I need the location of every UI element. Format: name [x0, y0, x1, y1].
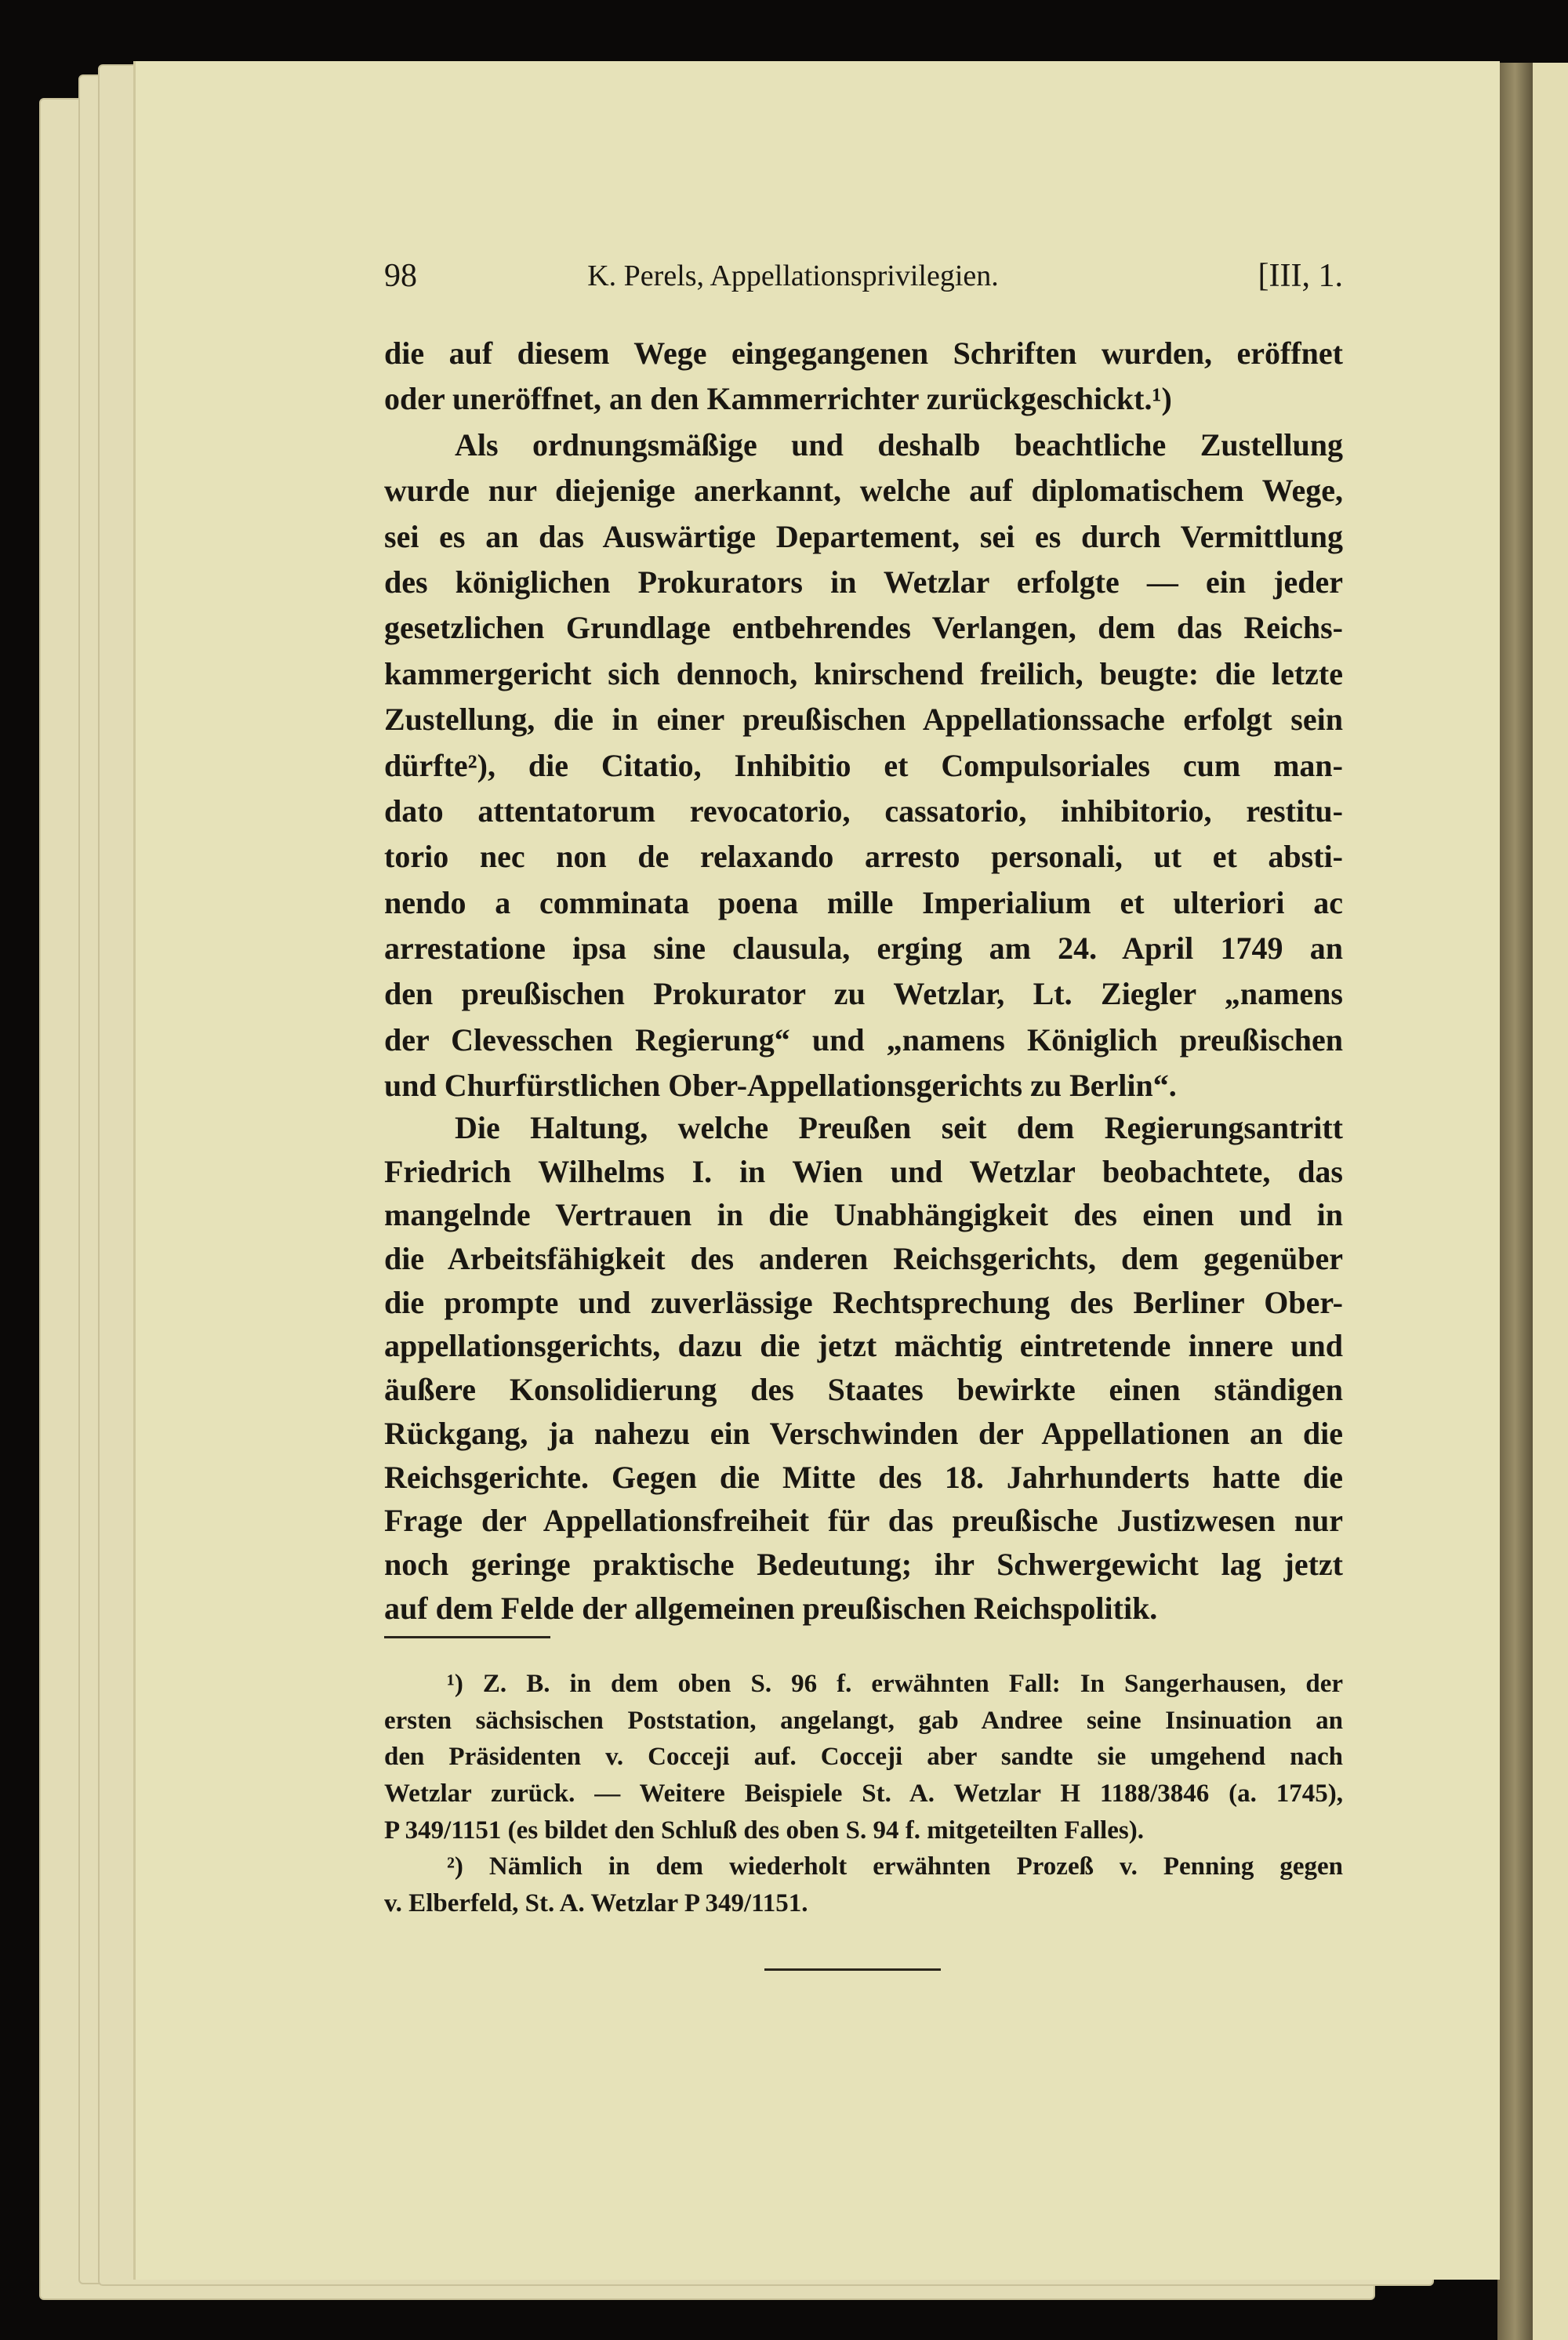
footnote-line: v. Elberfeld, St. A. Wetzlar P 349/1151. [384, 1889, 808, 1918]
page-gutter-shadow [1497, 63, 1533, 2340]
footnote-line: Wetzlar zurück. — Weitere Beispiele St. A. Wetzlar H 1188/3846 (a. 1745), [384, 1779, 1343, 1809]
text-line: kammergericht sich dennoch, knirschend freilich, beugte: die letzte [384, 655, 1343, 691]
text-line: Friedrich Wilhelms I. in Wien und Wetzlar beobachtete, das [384, 1153, 1343, 1189]
footnote-divider [384, 1636, 550, 1638]
text-line: Die Haltung, welche Preußen seit dem Regierungsantritt [455, 1110, 1343, 1145]
text-line: torio nec non de relaxando arresto personali, ut et absti- [384, 839, 1343, 875]
body-paragraph-2 [384, 1106, 1343, 1630]
text-line: mangelnde Vertrauen in die Unabhängigkeit des einen und in [384, 1197, 1343, 1233]
text-line: sei es an das Auswärtige Departement, sei es durch Vermittlung [384, 518, 1343, 554]
text-line: Frage der Appellationsfreiheit für das preußische Justizwesen nur [384, 1503, 1343, 1539]
footnote-line: ¹) Z. B. in dem oben S. 96 f. erwähnten Fall: In Sangerhausen, der [447, 1670, 1343, 1698]
page-end-rule [764, 1968, 941, 1971]
text-line: die prompte und zuverlässige Rechtsprechung des Berliner Ober- [384, 1284, 1343, 1320]
text-line: äußere Konsolidierung des Staates bewirkte einen ständigen [384, 1372, 1343, 1408]
text-line: dato attentatorum revocatorio, cassatorio, inhibitorio, restitu- [384, 793, 1343, 829]
footnote-line: den Präsidenten v. Cocceji auf. Cocceji aber sandte sie umgehend nach [384, 1743, 1343, 1772]
text-line: Als ordnungsmäßige und deshalb beachtliche Zustellung [455, 426, 1343, 463]
footnote-line: ersten sächsischen Poststation, angelangt, gab Andree seine Insinuation an [384, 1706, 1343, 1735]
text-line: und Churfürstlichen Ober-Appellationsgerichts zu Berlin“. [384, 1068, 1177, 1104]
text-line: dürfte²), die Citatio, Inhibitio et Compulsoriales cum man- [384, 747, 1343, 783]
running-title: K. Perels, Appellationsprivilegien. [587, 259, 999, 292]
text-line: nendo a comminata poena mille Imperialium et ulteriori ac [384, 884, 1343, 920]
footnote-line: P 349/1151 (es bildet den Schluß des oben S. 94 f. mitgeteilten Falles). [384, 1816, 1144, 1845]
text-line: arrestatione ipsa sine clausula, erging am 24. April 1749 an [384, 931, 1343, 967]
text-line: gesetzlichen Grundlage entbehrendes Verlangen, dem das Reichs- [384, 610, 1343, 646]
text-line: die Arbeitsfähigkeit des anderen Reichsgerichts, dem gegenüber [384, 1241, 1343, 1277]
text-line: Rückgang, ja nahezu ein Verschwinden der Appellationen an die [384, 1415, 1343, 1451]
text-line: noch geringe praktische Bedeutung; ihr Schwergewicht lag jetzt [384, 1546, 1343, 1582]
text-line: den preußischen Prokurator zu Wetzlar, Lt. Ziegler „namens [384, 976, 1343, 1012]
page-number: 98 [384, 258, 417, 294]
text-line: die auf diesem Wege eingegangenen Schriften wurden, eröffnet [384, 336, 1343, 371]
body-paragraph-1 [384, 331, 1343, 1109]
section-marker: [III, 1. [1258, 258, 1343, 294]
text-line: der Clevesschen Regierung“ und „namens Königlich preußischen [384, 1021, 1343, 1058]
footnotes [384, 1666, 1343, 1922]
text-line: Reichsgerichte. Gegen die Mitte des 18. Jahrhunderts hatte die [384, 1459, 1343, 1495]
text-line: auf dem Felde der allgemeinen preußischen Reichspolitik. [384, 1590, 1158, 1626]
text-line: appellationsgerichts, dazu die jetzt mächtig eintretende innere und [384, 1328, 1343, 1364]
next-page-edge [1533, 63, 1568, 2340]
text-line: wurde nur diejenige anerkannt, welche auf diplomatischem Wege, [384, 473, 1343, 509]
footnote-line: ²) Nämlich in dem wiederholt erwähnten Prozeß v. Penning gegen [447, 1852, 1343, 1881]
text-line: Zustellung, die in einer preußischen Appellationssache erfolgt sein [384, 702, 1343, 738]
text-line: des königlichen Prokurators in Wetzlar erfolgte — ein jeder [384, 564, 1343, 600]
text-line: oder uneröffnet, an den Kammerrichter zurückgeschickt.¹) [384, 381, 1172, 417]
